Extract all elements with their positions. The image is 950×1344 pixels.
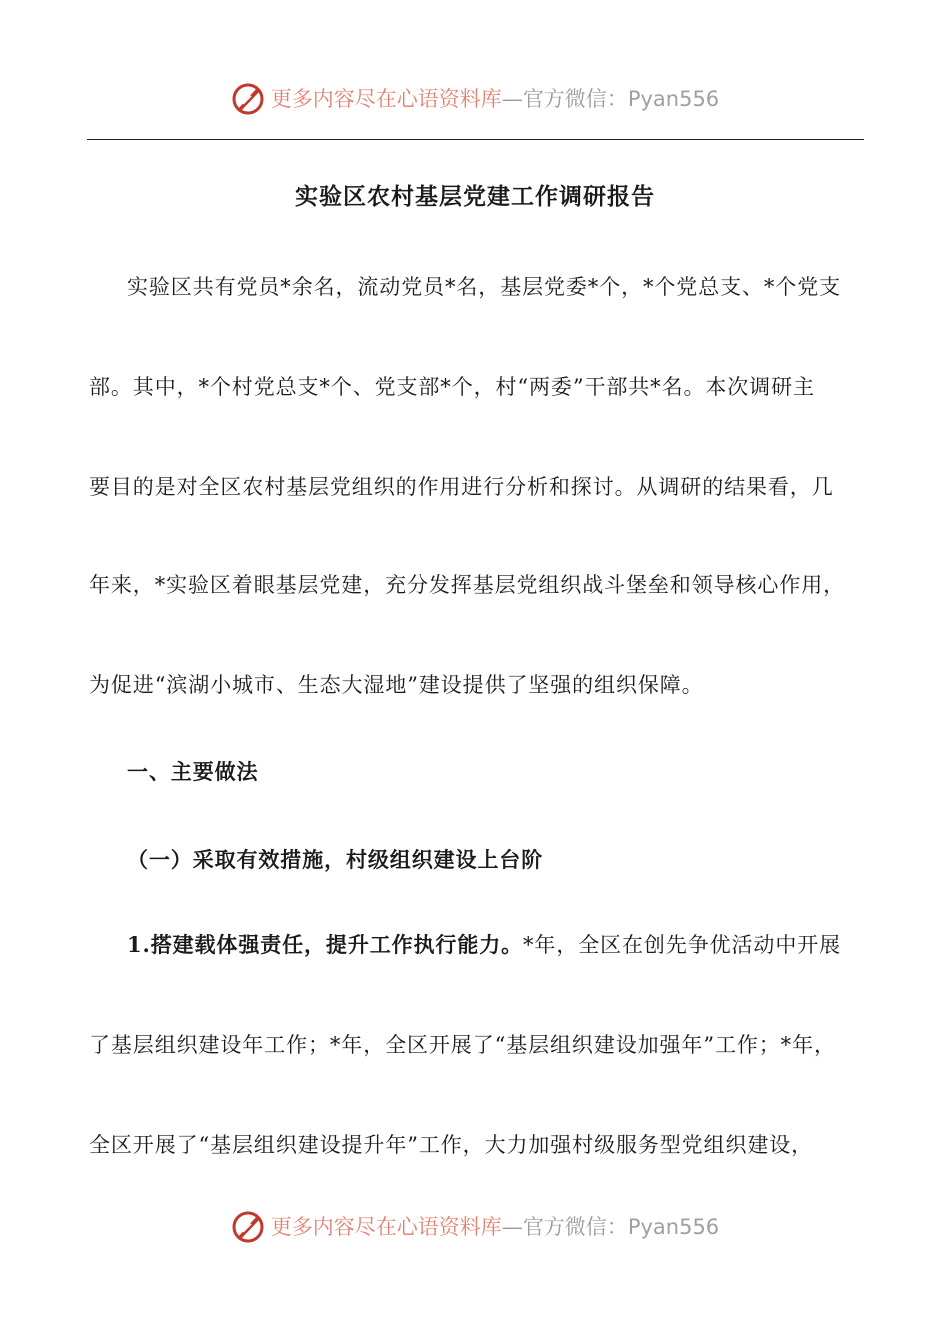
paragraph-line: 年来，*实验区着眼基层党建，充分发挥基层党组织战斗堡垒和领导核心作用， xyxy=(89,573,845,597)
paragraph-line: 部。其中，*个村党总支*个、党支部*个，村“两委”干部共*名。本次调研主 xyxy=(89,375,815,399)
quill-logo-icon xyxy=(231,82,265,116)
item-1-lead: 1.搭建载体强责任，提升工作执行能力。 xyxy=(127,932,524,957)
paragraph-line: 要目的是对全区农村基层党组织的作用进行分析和探讨。从调研的结果看，几 xyxy=(89,475,834,499)
page-title: 实验区农村基层党建工作调研报告 xyxy=(295,183,655,210)
subsection-heading: （一）采取有效措施，村级组织建设上台阶 xyxy=(127,847,544,872)
item-1-text: *年，全区在创先争优活动中开展 xyxy=(523,933,842,957)
paragraph-line: 实验区共有党员*余名，流动党员*名，基层党委*个，*个党总支、*个党支 xyxy=(127,275,841,299)
watermark-text-wechat: —官方微信： xyxy=(501,87,628,111)
footer-watermark xyxy=(0,1210,950,1244)
watermark-text-wechat: —官方微信： xyxy=(501,1215,628,1239)
watermark-text-main: 更多内容尽在心语资料库 xyxy=(270,87,502,111)
header-watermark xyxy=(0,82,950,116)
paragraph-line: 为促进“滨湖小城市、生态大湿地”建设提供了坚强的组织保障。 xyxy=(89,673,704,697)
watermark-text-id: Pyan556 xyxy=(627,87,720,111)
watermark-text-id: Pyan556 xyxy=(627,1215,720,1239)
watermark-text-main: 更多内容尽在心语资料库 xyxy=(270,1215,502,1239)
section-heading: 一、主要做法 xyxy=(127,759,259,784)
paragraph-line: 了基层组织建设年工作；*年，全区开展了“基层组织建设加强年”工作；*年， xyxy=(89,1033,836,1057)
quill-logo-icon xyxy=(231,1210,265,1244)
paragraph-line: 全区开展了“基层组织建设提升年”工作，大力加强村级服务型党组织建设， xyxy=(89,1133,814,1157)
header-divider xyxy=(87,139,864,140)
item-1-first-line xyxy=(127,930,864,960)
